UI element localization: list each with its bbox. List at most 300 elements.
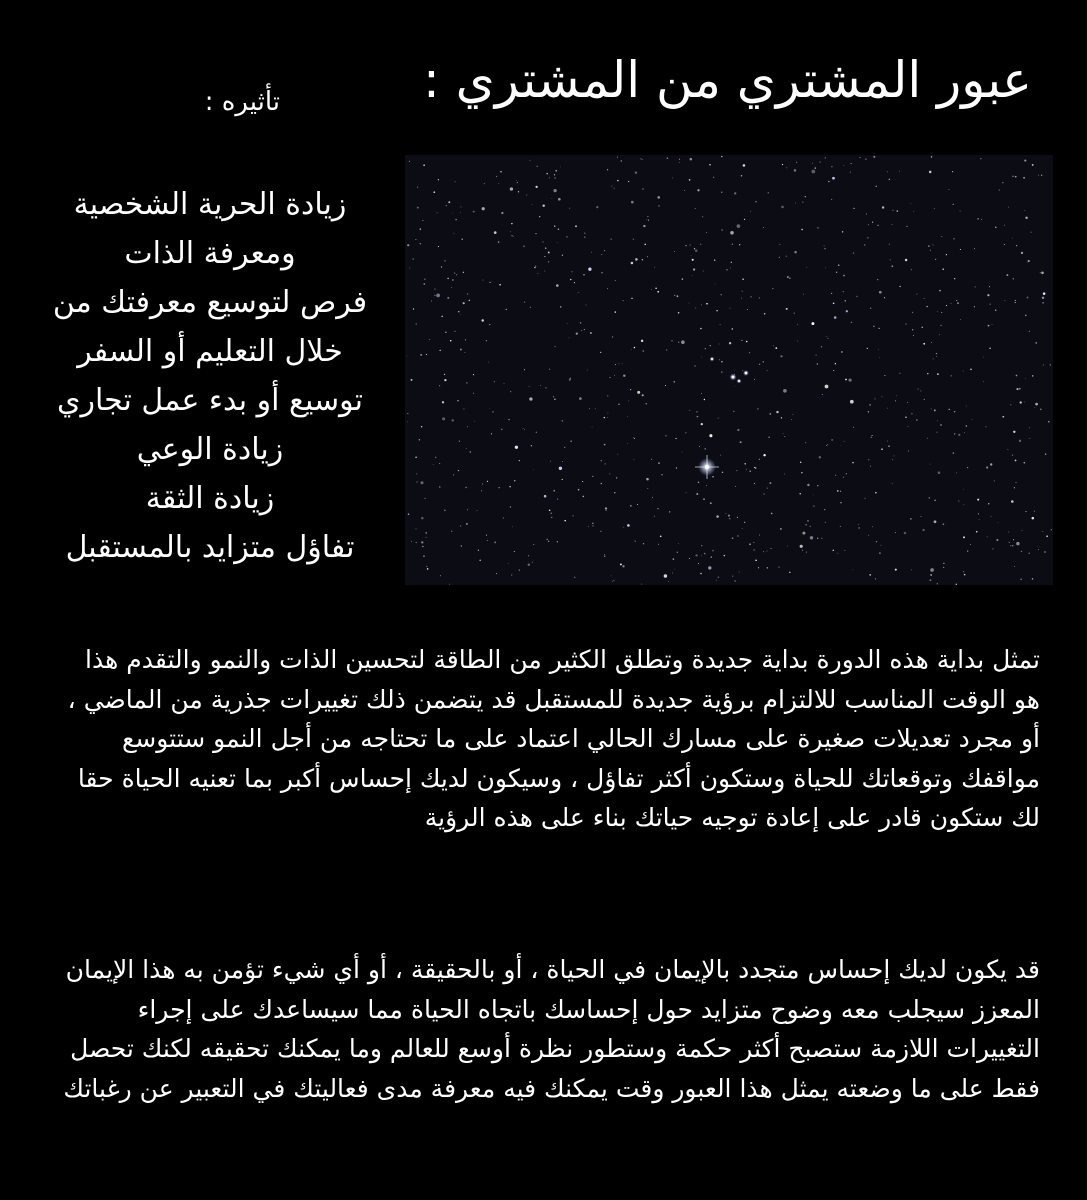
star [917,388,918,389]
star [910,518,912,520]
star [607,417,608,418]
star [617,157,618,158]
star [844,441,845,442]
star [466,523,468,525]
star [875,492,876,493]
star [451,531,452,532]
star [741,175,743,177]
star [684,190,685,191]
star [679,162,680,163]
star [467,293,469,295]
star [417,207,419,209]
star [685,245,686,246]
star [1041,271,1044,274]
star [550,461,551,462]
star [660,536,662,538]
star [460,212,461,213]
star [759,297,760,298]
star [743,164,746,167]
star [548,540,550,542]
star [792,414,793,415]
star [712,550,714,552]
star [449,584,450,585]
star [929,579,931,581]
star [614,375,615,376]
star [845,300,846,301]
star [438,246,439,247]
star [478,550,479,551]
star [689,558,690,559]
star [791,419,792,420]
star [928,245,929,246]
star [557,541,558,542]
star [655,287,657,289]
star [601,460,602,461]
star [1042,302,1043,303]
star [511,223,512,224]
star [697,189,699,191]
star [943,523,945,525]
star [706,303,708,305]
star [729,342,731,344]
star [963,489,964,490]
star [930,464,931,465]
star [514,551,515,552]
star [806,552,807,553]
star [870,466,871,467]
star [731,262,732,263]
star [682,452,683,453]
star [910,203,911,204]
star [710,502,712,504]
star [630,389,631,390]
star [701,423,703,425]
star [1010,404,1011,405]
star [546,173,548,175]
star [1021,551,1022,552]
effect-item: زيادة الحرية الشخصية [73,187,347,222]
star [895,400,896,401]
star [1004,225,1005,226]
star [744,463,746,465]
star [463,302,465,304]
star [503,517,504,518]
star [927,373,928,374]
star [614,492,615,493]
star [500,171,501,172]
star [467,509,468,510]
star [667,157,669,159]
star [641,584,642,585]
star [988,503,989,504]
star [812,163,813,164]
star [934,500,936,502]
star [642,394,644,396]
star [825,157,826,158]
star [967,551,968,552]
star [623,527,624,528]
star [936,353,937,354]
star [540,385,541,386]
star [737,517,738,518]
star [817,227,818,228]
star [569,337,570,338]
star [646,403,647,404]
star [954,433,956,435]
star [1025,217,1027,219]
star [589,408,590,409]
star [689,179,691,181]
star [716,310,717,311]
star [570,378,571,379]
star [657,196,660,199]
star [726,269,728,271]
star [1029,553,1030,554]
star [841,351,842,352]
star [987,294,989,296]
star [913,211,914,212]
star [458,470,459,471]
star [536,432,538,434]
star [576,332,578,334]
star [560,167,561,168]
star [780,355,782,357]
star [560,306,562,308]
star [580,322,581,323]
star [647,488,648,489]
star [989,348,990,349]
star [467,426,468,427]
star [447,278,448,279]
star [805,524,807,526]
star [963,371,964,372]
star [549,177,550,178]
star [431,301,432,302]
star [582,481,583,482]
star [416,481,417,482]
star [781,417,782,418]
star [672,178,673,179]
star [963,536,965,538]
star [820,162,821,163]
star [631,201,634,204]
star [609,377,610,378]
star [607,288,608,289]
star [1012,238,1013,239]
star [557,499,558,500]
star [461,545,462,546]
star [837,553,838,554]
star [407,422,408,423]
star [1015,300,1016,301]
star [424,283,425,284]
star [615,311,616,312]
star [690,158,693,161]
star [872,526,873,527]
star [1022,530,1023,531]
star [444,379,446,381]
star [506,309,507,310]
star [446,205,447,206]
star [596,206,598,208]
effect-item: توسيع أو بدء عمل تجاري [57,383,363,418]
star [810,536,813,539]
star [821,538,822,539]
star [924,298,925,299]
star [410,379,412,381]
description-paragraph: تمثل بداية هذه الدورة بداية جديدة وتطلق الكثير من الطاقة لتحسين الذات والنمو والتقدم هذا هو الوقت المناسب للالتزام برؤية جديدة للمستقبل قد يتضمن ذلك تغييرات جذرية من الماضي ، أو مجرد تعديلات صغيرة على مسارك الحالي اعتماد على ما تحتاجه من أجل النمو ستتوسع مواقفك وتوقعاتك للحياة وستكون أكثر تفاؤل ، وسيكون لديك إحساس أكبر بما تعنيه الحياة حقا لك ستكون قادر على إعادة توجيه حياتك بناء على هذه الرؤية [67,645,1040,832]
star [799,493,800,494]
star [529,397,532,400]
star [911,413,913,415]
star [425,532,427,534]
star [869,404,870,405]
star [559,467,562,470]
star [677,295,679,297]
star [617,180,618,181]
star [742,278,743,279]
star [868,224,869,225]
star [824,245,825,246]
star [851,163,852,164]
star [773,346,774,347]
star [635,172,637,174]
star [939,334,940,335]
star [732,576,733,577]
star [511,235,512,236]
star [754,483,755,484]
star [821,346,822,347]
star [800,545,803,548]
star [721,294,722,295]
star [754,467,755,468]
star [763,227,764,228]
star [895,532,896,533]
star [634,438,635,439]
star [455,181,456,182]
star [1004,244,1005,245]
star [831,293,832,294]
star [422,220,423,221]
star [407,356,408,357]
star [551,517,552,518]
star [853,208,854,209]
star [735,386,736,387]
star [815,167,816,168]
star [635,541,636,542]
star [998,522,999,523]
star [872,435,873,436]
star [865,498,866,499]
star [716,580,717,581]
star [555,346,556,347]
star [827,336,828,337]
star [528,555,529,556]
star [674,295,675,296]
star [1031,232,1032,233]
star [848,378,851,381]
star [489,324,491,326]
star [516,180,517,181]
star [934,208,935,209]
star [837,490,839,492]
star [460,349,462,351]
star [509,486,510,487]
star [825,522,826,523]
star [877,279,878,280]
star [455,219,456,220]
star [953,204,954,205]
star [1006,274,1008,276]
star [975,286,976,287]
star [1025,378,1026,379]
star [1002,416,1004,418]
star [477,510,478,511]
star [646,478,649,481]
star [1027,297,1029,299]
star [607,395,608,396]
star [843,477,844,478]
star [936,356,937,357]
star [913,335,914,336]
star [604,554,605,555]
star [753,549,754,550]
star [657,508,658,509]
star [661,474,662,475]
star [779,244,780,245]
star [831,439,832,440]
star [852,462,854,464]
star [463,408,464,409]
star [682,278,684,280]
star [882,206,884,208]
star [958,434,960,436]
star [445,332,446,333]
star [1023,177,1025,179]
star [912,312,913,313]
star [747,309,748,310]
star [438,179,439,180]
star [746,341,748,343]
star [871,437,873,439]
star [1029,331,1030,332]
star [439,463,440,464]
star [1024,401,1025,402]
star [450,340,451,341]
effect-item: زيادة الثقة [145,481,275,516]
star [482,280,483,281]
star [570,440,571,441]
star [421,426,422,427]
star [1012,176,1013,177]
star [474,421,475,422]
star [689,410,690,411]
star [939,290,941,292]
star [881,448,883,450]
star [845,550,846,551]
star [714,260,715,261]
star [744,219,745,220]
star [491,433,492,434]
star [899,286,900,287]
star [701,304,702,305]
star [1009,542,1010,543]
star [874,156,876,158]
star [544,271,545,272]
star [537,166,538,167]
star [611,575,612,576]
star [906,226,907,227]
star [416,473,417,474]
star [1015,176,1017,178]
star [584,236,586,238]
star [836,272,837,273]
star [878,349,879,350]
star [517,182,518,183]
star [674,569,675,570]
star [746,469,747,470]
star [827,444,828,445]
star [930,568,934,572]
star [732,328,733,329]
star [572,515,573,516]
star [960,249,961,250]
star [819,456,821,458]
star [891,224,892,225]
star [850,172,851,173]
star [473,374,474,375]
star [637,504,638,505]
star [1021,252,1023,254]
star [581,330,582,331]
star [549,369,550,370]
star [454,272,455,273]
star [1029,438,1030,439]
star [988,325,990,327]
star [824,248,825,249]
star [564,520,566,522]
star [709,434,712,437]
star [695,308,696,309]
star [966,406,967,407]
star [524,429,525,430]
star [695,554,697,556]
star [1019,388,1021,390]
star [720,455,721,456]
star [1051,529,1052,530]
star [705,448,706,449]
star [893,210,894,211]
star [737,429,739,431]
star [627,443,628,444]
star [889,179,890,180]
star [771,548,772,549]
effects-heading: تأثيره : [204,87,280,117]
star [931,342,932,343]
star [850,400,854,404]
star [416,542,417,543]
star [1034,407,1035,408]
star [1043,292,1046,295]
star [420,243,421,244]
star [452,419,454,421]
star [726,513,727,514]
star [737,535,738,536]
star [980,158,981,159]
star [496,176,497,177]
star [1032,375,1034,377]
star [592,476,593,477]
